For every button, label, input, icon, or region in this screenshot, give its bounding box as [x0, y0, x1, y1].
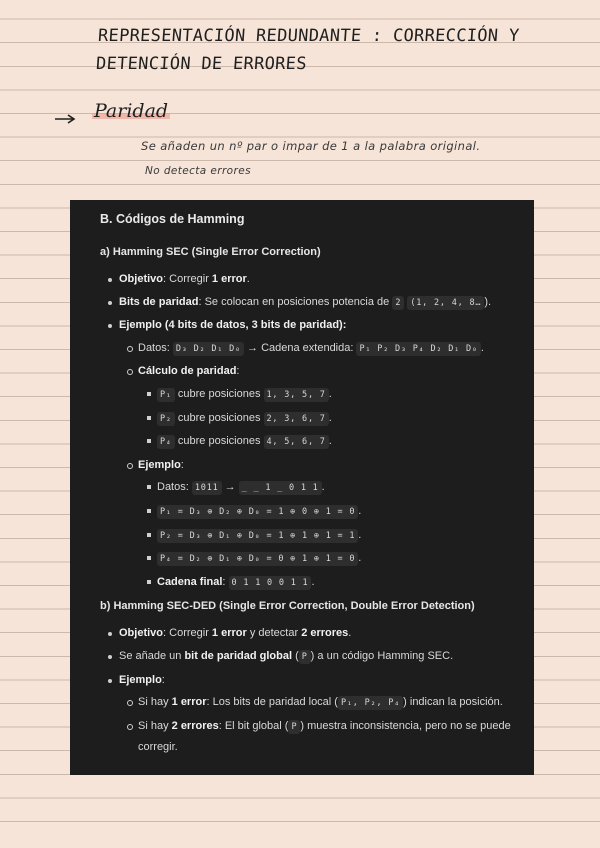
arrow-right-icon	[54, 114, 78, 124]
note-line-2: No detecta errores	[145, 165, 251, 177]
page-title: REPRESENTACIÓN REDUNDANTE : CORRECCIÓN Y DETENCIÓN DE ERRORES	[95, 26, 521, 74]
list-item-ejemplo: Ejemplo (4 bits de datos, 3 bits de paridad):	[100, 314, 516, 337]
list-item-secded-case2: Si hay 2 errores: El bit global ( P ) muestra inconsistencia, pero no se puede corregir.	[100, 715, 516, 758]
list-item-secded-ejemplo: Ejemplo:	[100, 669, 516, 692]
secded-list	[100, 622, 516, 757]
list-item-calc-p1: P₁ cubre posiciones 1, 3, 5, 7 .	[100, 383, 516, 407]
note-line-1: Se añaden un nº par o impar de 1 a la palabra original.	[141, 139, 481, 153]
list-item-calc-p2: P₂ cubre posiciones 2, 3, 6, 7 .	[100, 407, 516, 431]
hamming-panel	[70, 200, 534, 775]
list-item-calculo: Cálculo de paridad:	[100, 360, 516, 383]
sec-heading: a) Hamming SEC (Single Error Correction)	[100, 246, 321, 258]
list-item-bits-paridad: Bits de paridad: Se colocan en posiciones potencia de 2 (1, 2, 4, 8… ).	[100, 291, 516, 315]
list-item-eq-p4: P₄ = D₂ ⊕ D₁ ⊕ D₀ = 0 ⊕ 1 ⊕ 1 = 0 .	[100, 547, 516, 571]
sec-list	[100, 268, 516, 594]
list-item-eq-p2: P₂ = D₃ ⊕ D₁ ⊕ D₀ = 1 ⊕ 1 ⊕ 1 = 1 .	[100, 524, 516, 548]
secded-heading: b) Hamming SEC-DED (Single Error Correction, Double Error Detection)	[100, 600, 475, 613]
list-item-datos: Datos: D₃ D₂ D₁ D₀ → Cadena extendida: P₁ P₂ D₃ P₄ D₂ D₁ D₀ .	[100, 337, 516, 361]
list-item-eq-p1: P₁ = D₃ ⊕ D₂ ⊕ D₀ = 1 ⊕ 0 ⊕ 1 = 0 .	[100, 500, 516, 524]
list-item-ejemplo-sub: Ejemplo:	[100, 454, 516, 477]
list-item-objetivo: Objetivo: Corregir 1 error.	[100, 268, 516, 291]
list-item-calc-p4: P₄ cubre posiciones 4, 5, 6, 7 .	[100, 430, 516, 454]
list-item-ex-datos: Datos: 1011 → _ _ 1 _ 0 1 1 .	[100, 476, 516, 500]
list-item-secded-case1: Si hay 1 error: Los bits de paridad local ( P₁, P₂, P₄ ) indican la posición.	[100, 691, 516, 715]
panel-title: B. Códigos de Hamming	[100, 212, 245, 226]
section-heading-paridad: Paridad	[94, 100, 169, 122]
list-item-cadena-final: Cadena final: 0 1 1 0 0 1 1 .	[100, 571, 516, 595]
list-item-secded-objetivo: Objetivo: Corregir 1 error y detectar 2 errores.	[100, 622, 516, 645]
list-item-secded-bit-global: Se añade un bit de paridad global ( P ) a un código Hamming SEC.	[100, 645, 516, 669]
